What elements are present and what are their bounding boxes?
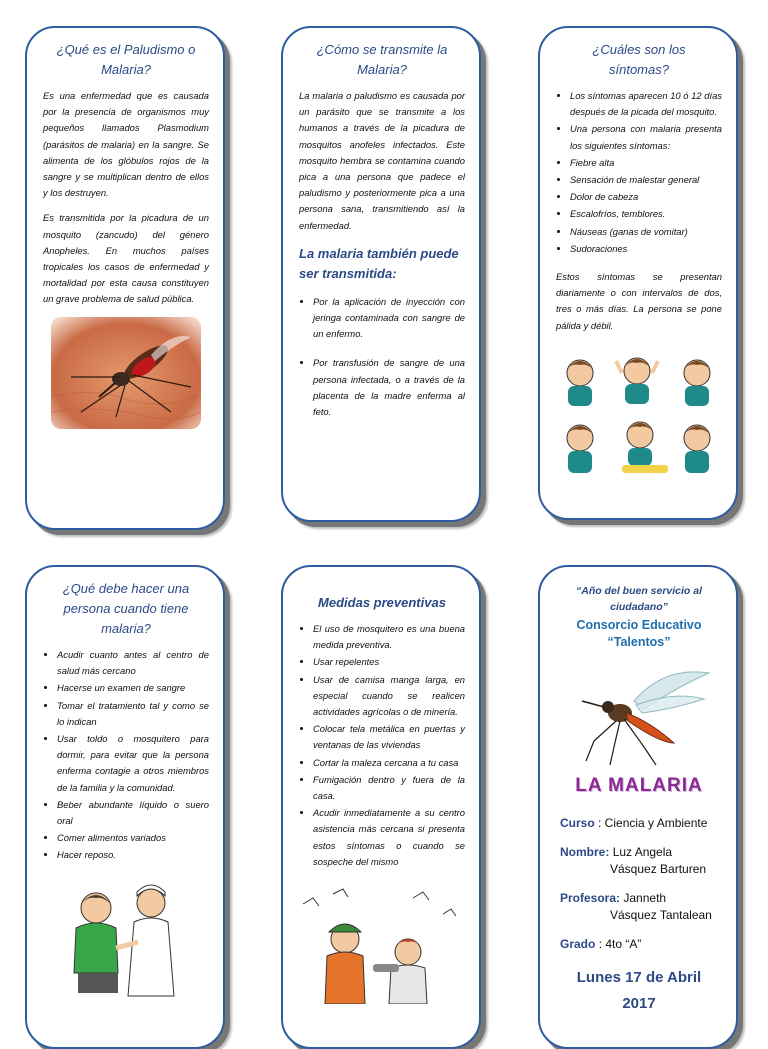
list-item: • Los síntomas aparecen 10 ó 12 días después de la picada del mosquito. [570,88,722,120]
paragraph: La malaria o paludismo es causada por un parásito que se transmite a los humanos a través de la picadura de mosquitos anofeles infectados. Este mosquito hembra se contamina cuando pica a una persona que padece el paludismo y posteriormente pica a una persona sana, transmitiendo así la enfermedad. [299,90,465,231]
info-curso [560,815,722,832]
panel-what-is-malaria [25,26,225,530]
grado-label: Grado [560,937,596,951]
panel-title: ¿Qué es el Paludismo o Malaria? [56,42,196,77]
list-item: • Hacerse un examen de sangre [57,680,209,696]
symptoms-list [556,88,722,257]
panel-cover [538,565,738,1049]
list-item: • Usar de camisa manga larga, en especial cuando se realicen actividades agrícolas o de minería. [313,672,465,721]
school-name [556,617,722,651]
motto: “Año del buen servicio al ciudadano” [575,585,703,613]
list-item: • Sensación de malestar general [570,172,722,188]
list-item: • Cortar la maleza cercana a tu casa [313,755,465,771]
list-item: • Colocar tela metálica en puertas y ventanas de las viviendas [313,721,465,753]
profesora-value: Janneth [623,891,667,905]
list-item: • Usar repelentes [313,654,465,670]
nombre-value-line2: Vásquez Barturen [610,862,707,876]
profesora-value-line2: Vásquez Tantalean [610,908,712,922]
sick-boy-icon [684,360,710,406]
list-item: • Fumigación dentro y fuera de la casa. [313,772,465,804]
panel-title: ¿Cómo se transmite la Malaria? [316,42,448,77]
brochure-title: LA MALARIA [575,775,703,796]
sick-boy-icon [567,360,593,406]
mosquito-on-skin-image [51,317,201,429]
info-profesora [560,890,722,924]
panel-transmission [281,26,481,522]
paragraph: Es una enfermedad que es causada por la presencia de organismos muy pequeños llamados Plasmodium (parásitos de malaria) en la sangre. Se alimenta de los glóbulos rojos de la sangre y se multiplican dentro de ellos y los destruyen. [43,90,209,199]
list-item: • Sudoraciones [570,241,722,257]
panel-title: Medidas preventivas [318,595,446,610]
paragraph: Es transmitida por la picadura de un mosquito (zancudo) del género Anopheles. En muchos países tropicales los casos de enfermedad y mortalidad por esta causa constituyen un grave problema de salud pública. [43,212,209,305]
list-item: • Por la aplicación de inyección con jeringa contaminada con sangre de un enfermo. [313,294,465,343]
sick-boy-icon [567,425,593,473]
nombre-label: Nombre: [560,845,610,859]
nurse-patient-illustration [56,878,196,998]
list-item: • Dolor de cabeza [570,189,722,205]
prevention-list [299,621,465,870]
sick-boy-illustrations [552,343,722,483]
list-item: • Comer alimentos variados [57,830,209,846]
profesora-label: Profesora: [560,891,621,905]
date-line: Lunes 17 de Abril [576,969,702,986]
school-line: “Talentos” [607,635,671,649]
date [556,965,722,1017]
info-grado [560,936,722,953]
school-line: Consorcio Educativo [576,618,702,632]
curso-value: : Ciencia y Ambiente [598,816,708,830]
list-item: • Una persona con malaria presenta los siguientes síntomas: [570,121,722,153]
list-item: • Por transfusión de sangre de una persona infectada, o a través de la placenta de la madre enferma al feto. [313,355,465,420]
nombre-value: Luz Angela [612,845,673,859]
panel-symptoms [538,26,738,520]
curso-label: Curso [560,816,595,830]
list-item: • El uso de mosquitero es una buena medida preventiva. [313,621,465,653]
info-nombre [560,844,722,878]
list-item: • Acudir inmediatamente a su centro asistencia más cercana si presenta estos síntomas o cuando se sospeche del mismo [313,805,465,870]
list-item: • Fiebre alta [570,155,722,171]
panel-subtitle: La malaria también puede ser transmitida: [299,245,459,281]
list-item: • Acudir cuanto antes al centro de salud más cercano [57,647,209,679]
sick-boy-icon [684,425,710,473]
panel-prevention [281,565,481,1049]
fumigation-illustration [293,884,463,1004]
list-item: • Hacer reposo. [57,847,209,863]
list-item: • Usar toldo o mosquitero para dormir, para evitar que la persona enferma contagie a otros miembros de la familia y la comunidad. [57,731,209,796]
sick-boy-icon [622,422,668,473]
date-line: 2017 [622,995,656,1012]
list-item: • Escalofríos, temblores. [570,206,722,222]
sick-boy-icon [616,358,658,404]
mosquito-icon [564,661,714,771]
paragraph: Estos síntomas se presentan diariamente o con intervalos de dos, tres o más días. La persona se pone pálida y débil. [556,271,722,331]
panel-title: ¿Qué debe hacer una persona cuando tiene malaria? [62,581,190,636]
actions-list [43,647,209,864]
list-item: • Náuseas (ganas de vomitar) [570,224,722,240]
list-item: • Tomar el tratamiento tal y como se lo indican [57,698,209,730]
transmission-list [299,294,465,420]
student-info [556,815,722,953]
grado-value: : 4to “A” [598,937,642,951]
list-item: • Beber abundante líquido o suero oral [57,797,209,829]
panel-what-to-do [25,565,225,1049]
panel-title: ¿Cuáles son los síntomas? [592,42,686,77]
